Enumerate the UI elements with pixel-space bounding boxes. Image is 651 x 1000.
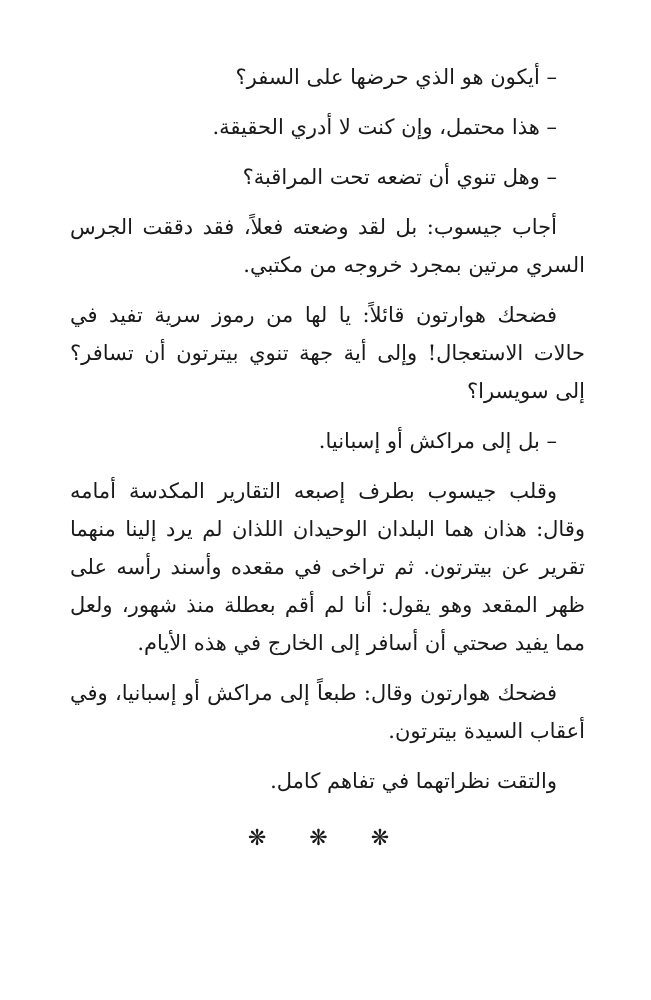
paragraph-closing: والتقت نظراتهما في تفاهم كامل. — [270, 769, 557, 793]
paragraph-jessop-reports: وقلب جيسوب بطرف إصبعه التقارير المكدسة أمامه وقال: هذان هما البلدان الوحيدان اللذان لم يرد إلينا منهما تقرير عن بيترتون. ثم تراخى في مقعده وأسند رأسه على ظهر المقعد وهو يقول: أنا لم أقم بعطلة منذ شهور، ولعل مما يفيد صحتي أن أسافر إلى الخارج في هذه الأيام. — [70, 479, 585, 655]
paragraph-wharton-laugh: فضحك هوارتون قائلاً: يا لها من رموز سرية تفيد في حالات الاستعجال! وإلى أية جهة تنوي بيترتون أن تسافر؟ إلى سويسرا؟ — [70, 303, 585, 403]
page-body — [70, 58, 585, 858]
dialogue-line-3: – وهل تنوي أن تضعه تحت المراقبة؟ — [242, 165, 557, 189]
paragraph-jessop-answer: أجاب جيسوب: بل لقد وضعته فعلاً، فقد دققت الجرس السري مرتين بمجرد خروجه من مكتبي. — [70, 215, 585, 277]
dialogue-line-morocco: – بل إلى مراكش أو إسبانيا. — [318, 429, 557, 453]
paragraph-wharton-reply: فضحك هوارتون وقال: طبعاً إلى مراكش أو إسبانيا، وفي أعقاب السيدة بيترتون. — [70, 681, 585, 743]
section-separator: ❋ ❋ ❋ — [247, 826, 408, 851]
dialogue-line-1: – أيكون هو الذي حرضها على السفر؟ — [235, 65, 557, 89]
dialogue-line-2: – هذا محتمل، وإن كنت لا أدري الحقيقة. — [212, 115, 557, 139]
